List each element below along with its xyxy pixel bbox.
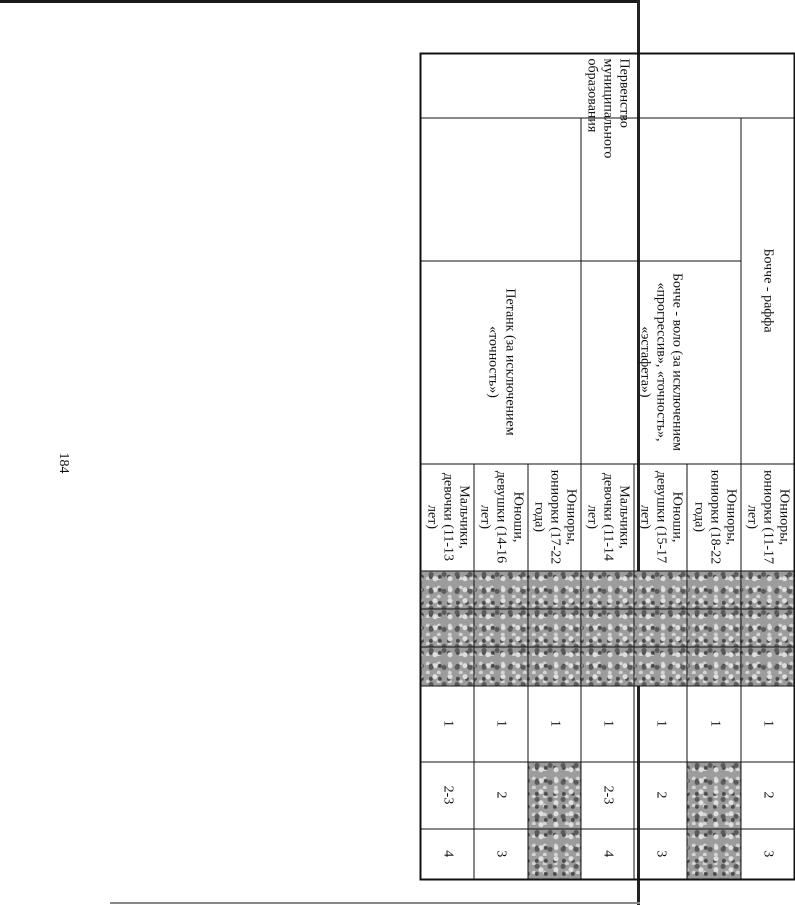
age-group-cell: Юниоры, юниорки (17-22 года) bbox=[527, 463, 580, 570]
shaded-cell bbox=[687, 646, 740, 685]
value-cell: 4 bbox=[420, 828, 474, 879]
value-cell: 1 bbox=[580, 685, 633, 761]
value-cell: 3 bbox=[740, 828, 794, 879]
value-cell: 3 bbox=[634, 828, 687, 879]
discipline-cell: Петанк (за исключением «точность») bbox=[420, 260, 580, 463]
shaded-cell bbox=[474, 646, 527, 685]
value-cell: 1 bbox=[420, 685, 474, 761]
value-cell: 2 bbox=[474, 761, 527, 828]
shaded-cell bbox=[420, 646, 474, 685]
value-cell: 1 bbox=[474, 685, 527, 761]
value-cell: 1 bbox=[687, 685, 740, 761]
discipline-cell: Бочче - воло (за исключением «прогрессив», «точность», «эстафета») bbox=[580, 260, 740, 463]
shaded-cell bbox=[474, 570, 527, 608]
shaded-cell bbox=[740, 570, 794, 608]
shaded-cell bbox=[687, 761, 740, 828]
shaded-cell bbox=[527, 761, 580, 828]
blank-cell bbox=[420, 117, 580, 260]
discipline-cell: Бочче - раффа bbox=[740, 117, 794, 463]
shaded-cell bbox=[527, 570, 580, 608]
value-cell: 2-3 bbox=[420, 761, 474, 828]
shaded-cell bbox=[634, 570, 687, 608]
shaded-cell bbox=[580, 608, 633, 646]
age-group-cell: Юниоры, юниорки (18-22 года) bbox=[687, 463, 740, 570]
shaded-cell bbox=[527, 828, 580, 879]
scan-edge-top bbox=[0, 0, 640, 3]
shaded-cell bbox=[474, 608, 527, 646]
shaded-cell bbox=[420, 608, 474, 646]
shaded-cell bbox=[527, 608, 580, 646]
value-cell: 1 bbox=[634, 685, 687, 761]
shaded-cell bbox=[420, 570, 474, 608]
shaded-cell bbox=[687, 608, 740, 646]
age-group-cell: Юноши, девушки (14-16 лет) bbox=[474, 463, 527, 570]
table-row bbox=[687, 53, 740, 879]
shaded-cell bbox=[527, 646, 580, 685]
value-cell: 1 bbox=[527, 685, 580, 761]
value-cell: 2 bbox=[740, 761, 794, 828]
value-cell: 2-3 bbox=[580, 761, 633, 828]
shaded-cell bbox=[740, 646, 794, 685]
age-group-cell: Юноши, девушки (15-17 лет) bbox=[634, 463, 687, 570]
table-row bbox=[527, 53, 580, 879]
competition-table bbox=[419, 52, 795, 880]
value-cell: 1 bbox=[740, 685, 794, 761]
shaded-cell bbox=[580, 646, 633, 685]
age-group-cell: Мальчики, девочки (11-13 лет) bbox=[420, 463, 474, 570]
rotated-table-wrapper bbox=[424, 52, 795, 878]
shaded-cell bbox=[687, 570, 740, 608]
shaded-cell bbox=[580, 570, 633, 608]
scan-edge-bottom bbox=[110, 902, 640, 904]
age-group-cell: Юниоры, юниорки (11-17 лет) bbox=[740, 463, 794, 570]
shaded-cell bbox=[634, 608, 687, 646]
value-cell: 4 bbox=[580, 828, 633, 879]
shaded-cell bbox=[634, 646, 687, 685]
value-cell: 3 bbox=[474, 828, 527, 879]
competition-level-cell: Первенство муниципального образования bbox=[420, 53, 794, 117]
shaded-cell bbox=[687, 828, 740, 879]
page-number: 184 bbox=[56, 452, 71, 474]
table-row bbox=[740, 53, 794, 879]
age-group-cell: Мальчики, девочки (11-14 лет) bbox=[580, 463, 633, 570]
shaded-cell bbox=[740, 608, 794, 646]
value-cell: 2 bbox=[634, 761, 687, 828]
